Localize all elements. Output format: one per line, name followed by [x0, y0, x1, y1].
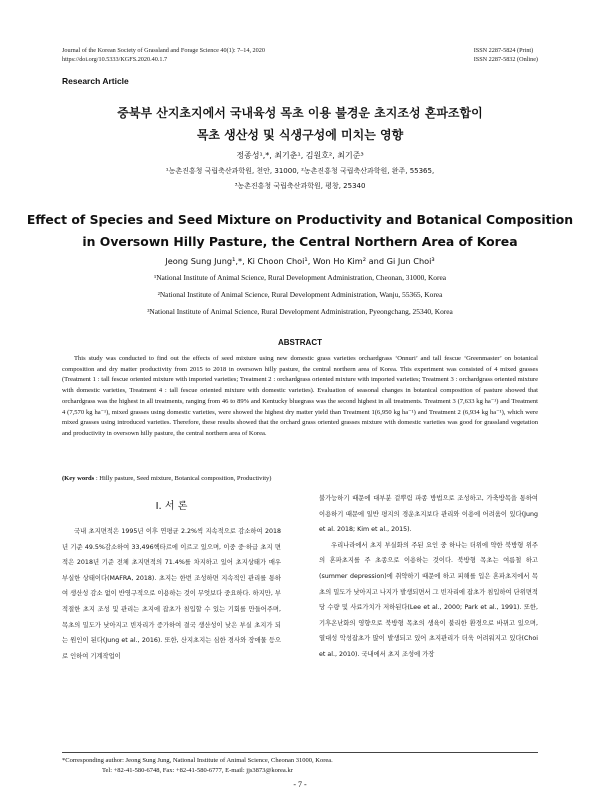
issn-print: ISSN 2287-5824 (Print) — [473, 47, 534, 54]
korean-title-line1: 중북부 산지초지에서 국내육성 목초 이용 불경운 초지조성 혼파조합이 — [117, 106, 483, 120]
korean-affiliation-line1: ¹농촌진흥청 국립축산과학원, 천안, 31000, ²농촌진흥청 국립축산과학원, 완주, 55365, — [165, 167, 435, 175]
issn-block — [474, 46, 538, 64]
keywords — [62, 475, 538, 482]
article-type: Research Article — [62, 76, 129, 86]
intro-paragraph-1-continued: 불가능하기 때문에 대부분 겉뿌림 파종 방법으로 조성하고, 가축방목을 통하여 이용하기 때문에 일반 평지의 경운초지보다 관리와 이용에 어려움이 있다(Jung et al. 2018; Kim et al., 2015). — [319, 495, 538, 534]
abstract-heading: ABSTRACT — [278, 338, 322, 347]
intro-paragraph-2: 우리나라에서 초지 부실화의 주된 요인 중 하나는 더위에 약한 북방형 위주의 혼파초지를 주 초종으로 이용하는 것이다. 북방형 목초는 여름철 하고(summer depression)에 취약하기 때문에 하고 피해를 입은 혼파초지에서 목초의 밀도가 낮아지고 나지가 발생되면서 그 빈자리에 잡초가 침입하여 단위면적당 수량 및 사료가치가 저하된다(Lee et al., 2000; Park et al., 1991). 또한, 기후온난화의 영향으로 북방형 목초의 생육이 불리한 환경으로 바뀌고 있으며, 열대성 악성잡초가 많이 발생되고 있어 초지관리가 더욱 어려워지고 있다(Choi et al., 2010). 국내에서 초지 조성에 가장 — [319, 541, 538, 658]
journal-citation: Journal of the Korean Society of Grassland and Forage Science 40(1): 7–14, 2020 — [62, 47, 265, 54]
footnote-divider — [62, 752, 538, 753]
abstract-body: This study was conducted to find out the effects of seed mixture using new domestic grass varieties orchardgrass ‘Onnuri’ and tall fescue ‘Greenmaster’ on botanical composition and dry matter productivity from 2015 to 2018 in oversown hilly pasture, the central northern area of Korea. This experiment was consisted of 4 mixed grasses (Treatment 1 : tall fescue oriented mixture with imported varieties; Treatment 2 : orchardgrass oriented mixture with imported varieties; Treatment 3 : orchardgrass oriented mixture with domestic varieties, Treatment 4 : tall fescue oriented mixture with domestic varieties). Evaluation of seasonal changes in botanical composition of pasture showed that orchardgrass was the highest in all treatments, ranging from 46 to 89% and Kentucky bluegrass was the second highest in all treatments. Treatment 3 (7,633 kg ha⁻¹) and Treatment 4 (7,570 kg ha⁻¹), mixed grasses using domestic varieties, were showed the highest dry matter yield than Treatment 1(6,950 kg ha⁻¹) and Treatment 2 (6,934 kg ha⁻¹), which were mixed grasses using introduced varieties. Therefore, these results showed that the orchard grass oriented grasses mixture with domestic varieties was good for grassland vegetation and productivity in oversown hilly pasture, the central northern area of Korea. — [62, 355, 538, 437]
english-authors: Jeong Sung Jung¹,*, Ki Choon Choi¹, Won Ho Kim² and Gi Jun Choi³ — [165, 256, 435, 266]
english-affiliation-2: ²National Institute of Animal Science, Rural Development Administration, Wanju, 55365, Korea — [157, 290, 443, 299]
footnote-line1: *Corresponding author: Jeong Sung Jung, National Institute of Animal Science, Cheonan 31000, Korea. — [62, 757, 333, 764]
journal-header — [62, 46, 265, 64]
english-title-line1: Effect of Species and Seed Mixture on Productivity and Botanical Composition — [26, 212, 574, 227]
korean-affiliation-line2: ³농촌진흥청 국립축산과학원, 평창, 25340 — [234, 182, 366, 190]
footnote-line2: Tel: +82-41-580-6748, Fax: +82-41-580-6777, E-mail: jjs3873@korea.kr — [102, 767, 293, 774]
english-affiliation-3: ³National Institute of Animal Science, Rural Development Administration, Pyeongchang, 25340, Korea — [147, 307, 453, 316]
korean-authors: 정종성¹,*, 최기춘¹, 김원호², 최기준³ — [236, 151, 364, 160]
page-number: - 7 - — [293, 780, 307, 789]
korean-title-line2: 목초 생산성 및 식생구성에 미치는 영향 — [196, 128, 404, 142]
intro-right-column — [319, 491, 538, 663]
keywords-label: (Key words — [62, 475, 95, 482]
english-title-line2: in Oversown Hilly Pasture, the Central Northern Area of Korea — [82, 234, 518, 249]
intro-left-column: 국내 초지면적은 1995년 이후 연평균 2.2%씩 지속적으로 감소하여 2018년 기준 49.5%감소하여 33,496헥타르에 이르고 있으며, 이중 중·하급 초지 면적은 2018년 기준 전체 초지면적의 71.4%를 차지하고 있어 초지상태가 매우 부실한 상태이다(MAFRA, 2018). 초지는 한번 조성하면 지속적인 관리를 통하여 생산성 감소 없이 반영구적으로 이용하는 것이 무엇보다 중요하다. 하지만, 부적절한 초지 조성 및 관리는 초지에 잡초가 침입할 수 있는 기회를 만들어주며, 목초의 밀도가 낮아지고 빈자리가 증가하여 결국 생산성이 낮은 부실 초지가 되는 원인이 된다(Jung et al., 2016). 또한, 산지초지는 심한 경사와 장애물 등으로 인하여 기계작업이 — [62, 528, 281, 660]
section-heading-introduction: Ⅰ. 서 론 — [155, 501, 188, 512]
doi-link[interactable]: https://doi.org/10.5333/KGFS.2020.40.1.7 — [62, 56, 168, 63]
english-affiliation-1: ¹National Institute of Animal Science, Rural Development Administration, Cheonan, 31000, Korea — [153, 273, 447, 282]
corresponding-author-footnote — [62, 756, 538, 776]
keywords-text: : Hilly pasture, Seed mixture, Botanical composition, Productivity) — [95, 475, 272, 482]
issn-online: ISSN 2287-5832 (Online) — [473, 56, 538, 63]
